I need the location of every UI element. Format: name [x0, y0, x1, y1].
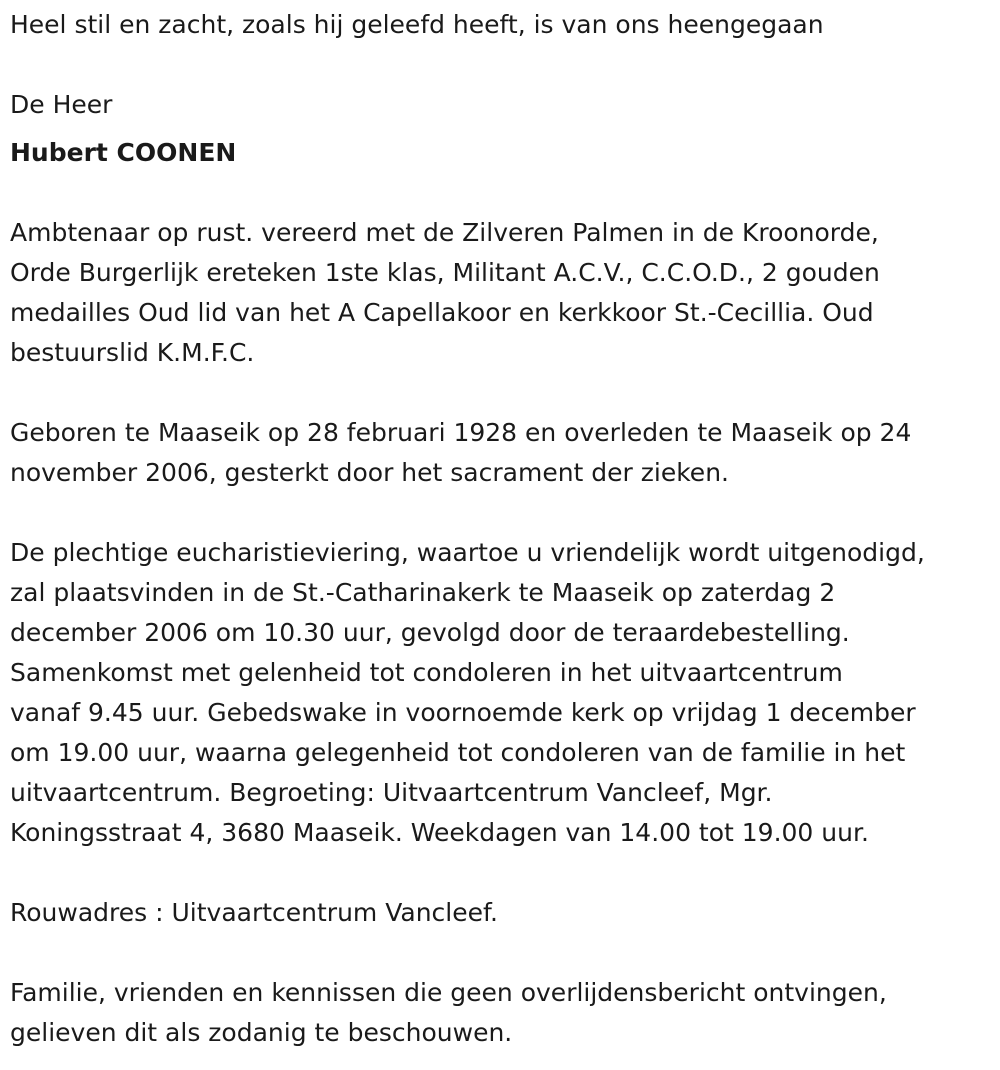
birth-death-paragraph — [10, 413, 911, 493]
family-note-line: Familie, vrienden en kennissen die geen overlijdensbericht ontvingen, — [10, 978, 887, 1007]
biography-line: Ambtenaar op rust. vereerd met de Zilveren Palmen in de Kroonorde, — [10, 218, 879, 247]
mourning-address: Rouwadres : Uitvaartcentrum Vancleef. — [10, 898, 498, 927]
birth-death-line: Geboren te Maaseik op 28 februari 1928 en overleden te Maaseik op 24 — [10, 418, 912, 447]
birth-death-line: november 2006, gesterkt door het sacrament der zieken. — [10, 458, 729, 487]
ceremony-line: om 19.00 uur, waarna gelegenheid tot condoleren van de familie in het — [10, 738, 906, 767]
ceremony-line: Samenkomst met gelenheid tot condoleren in het uitvaartcentrum — [10, 658, 843, 687]
biography-line: Orde Burgerlijk ereteken 1ste klas, Militant A.C.V., C.C.O.D., 2 gouden — [10, 258, 880, 287]
family-note-line: gelieven dit als zodanig te beschouwen. — [10, 1018, 513, 1047]
ceremony-paragraph — [10, 533, 925, 853]
biography-paragraph — [10, 213, 880, 373]
intro-text: Heel stil en zacht, zoals hij geleefd heeft, is van ons heengegaan — [10, 10, 824, 39]
ceremony-line: uitvaartcentrum. Begroeting: Uitvaartcentrum Vancleef, Mgr. — [10, 778, 773, 807]
ceremony-line: zal plaatsvinden in de St.-Catharinakerk te Maaseik op zaterdag 2 — [10, 578, 836, 607]
family-note-paragraph — [10, 973, 887, 1053]
ceremony-line: vanaf 9.45 uur. Gebedswake in voornoemde kerk op vrijdag 1 december — [10, 698, 916, 727]
ceremony-line: Koningsstraat 4, 3680 Maaseik. Weekdagen van 14.00 tot 19.00 uur. — [10, 818, 869, 847]
biography-line: medailles Oud lid van het A Capellakoor en kerkkoor St.-Cecillia. Oud — [10, 298, 874, 327]
biography-line: bestuurslid K.M.F.C. — [10, 338, 255, 367]
deceased-name: Hubert COONEN — [10, 138, 237, 167]
honorific: De Heer — [10, 90, 113, 119]
ceremony-line: december 2006 om 10.30 uur, gevolgd door de teraardebestelling. — [10, 618, 850, 647]
ceremony-line: De plechtige eucharistieviering, waartoe u vriendelijk wordt uitgenodigd, — [10, 538, 925, 567]
